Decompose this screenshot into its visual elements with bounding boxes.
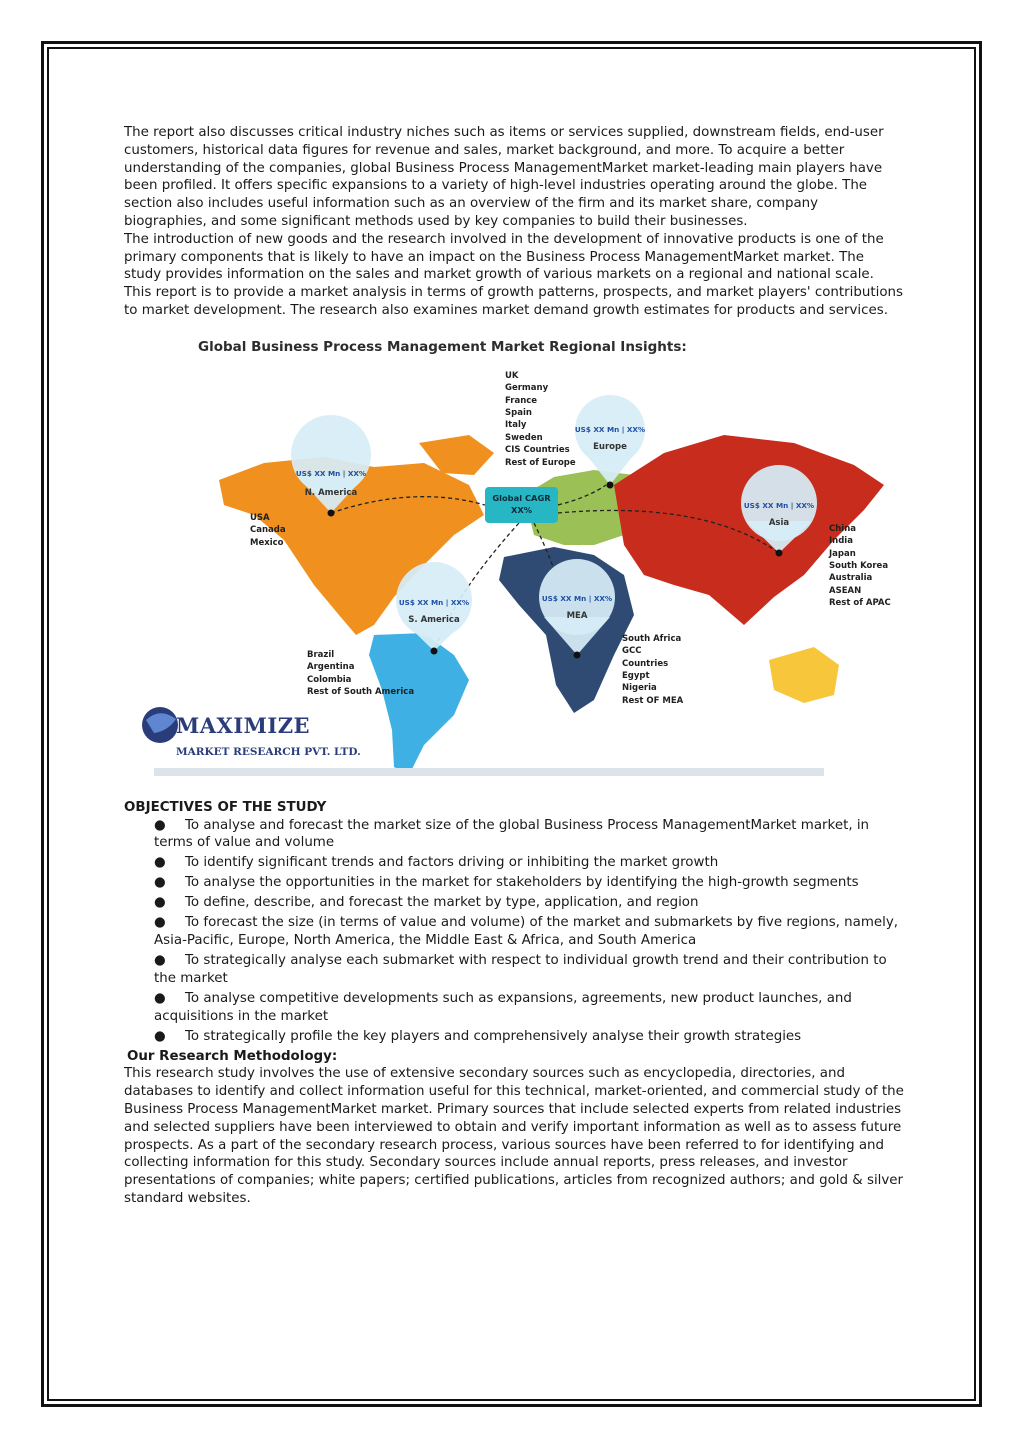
list-item: Sweden (505, 432, 543, 443)
methodology-body: This research study involves the use of extensive secondary sources such as encyclopedia, directories, and databases to identify and collect information useful for this technical, market-oriented, and commercial study of the Business Process ManagementMarket market. Primary sources that include selected experts from related industries and selected suppliers have been interviewed to obtain and verify important information as well as to assess future prospects. As a part of the secondary research process, various sources have been referred to for identifying and collecting information for this study. Secondary sources include annual reports, press releases, and investor presentations of companies; white papers; certified publications, articles from recognized authors; and gold & silver standard websites. (124, 1066, 904, 1206)
list-item: ● To analyse the opportunities in the market for stakeholders by identifying the high-growth segments (154, 875, 859, 891)
intro-paragraph-2: The introduction of new goods and the research involved in the development of innovative products is one of the primary components that is likely to have an impact on the Business Process ManagementMarket market. The study provides information on the sales and market growth of various markets on a regional and national scale. This report is to provide a market analysis in terms of growth patterns, prospects, and market players' contributions to market development. The research also examines market demand growth estimates for products and services. (124, 231, 903, 318)
logo-subtitle: MARKET RESEARCH PVT. LTD. (176, 745, 361, 758)
bullet-icon: ● (154, 990, 166, 1006)
list-item: Italy (505, 420, 527, 431)
list-item: CIS Countries (505, 445, 570, 456)
list-item: ● To identify significant trends and factors driving or inhibiting the market growth (154, 855, 719, 871)
methodology-heading: Our Research Methodology: (127, 1048, 338, 1064)
pin-value-asia: US$ XX Mn | XX% (743, 500, 815, 510)
south-america-country-list (307, 649, 414, 699)
figure-title: Global Business Process Management Market Regional Insights: (198, 338, 687, 355)
list-item: Germany (505, 383, 549, 394)
list-item: Rest of Europe (505, 457, 576, 468)
list-item: USA (250, 512, 270, 523)
figure-bottom-strip (154, 768, 824, 776)
list-item: Spain (505, 407, 532, 418)
list-item: Nigeria (622, 683, 657, 694)
list-item: ● To analyse competitive developments such as expansions, agreements, new product launches, and acquisitions in the market (154, 990, 852, 1024)
list-item: ● To define, describe, and forecast the market by type, application, and region (154, 895, 699, 911)
global-cagr-label: Global CAGR (492, 492, 551, 503)
bullet-icon: ● (154, 817, 166, 833)
intro-paragraph-1: The report also discusses critical industry niches such as items or services supplied, downstream fields, end-user customers, historical data figures for revenue and sales, market background, and more. To acquire a better understanding of the companies, global Business Process ManagementMarket market-leading main players have been profiled. It offers specific expansions to a variety of high-level industries operating around the globe. The section also includes useful information such as an overview of the firm and its market share, company biographies, and some significant methods used by key companies to build their businesses. (124, 125, 884, 229)
company-logo (134, 707, 394, 767)
regional-insights-figure (124, 335, 904, 795)
pin-value-north-america: US$ XX Mn | XX% (295, 468, 367, 478)
europe-country-list (505, 370, 576, 469)
list-item: South Africa (622, 633, 682, 644)
list-item: Colombia (307, 674, 352, 685)
bullet-icon: ● (154, 895, 166, 911)
list-item: China (829, 523, 856, 534)
pin-name-south-america: S. America (408, 614, 460, 625)
bullet-icon: ● (154, 915, 166, 931)
bullet-icon: ● (154, 953, 166, 969)
list-item: Rest OF MEA (622, 695, 684, 706)
objectives-list (124, 817, 904, 1046)
objectives-heading: OBJECTIVES OF THE STUDY (124, 799, 327, 815)
list-item: Rest of South America (307, 686, 415, 697)
list-item: ● To strategically profile the key players and comprehensively analyse their growth strategies (154, 1028, 802, 1044)
pin-value-south-america: US$ XX Mn | XX% (398, 597, 470, 607)
asia-country-list (829, 523, 891, 610)
pin-value-mea: US$ XX Mn | XX% (541, 593, 613, 603)
list-item: Brazil (307, 649, 335, 660)
list-item: Australia (829, 573, 873, 584)
list-item: Rest of APAC (829, 598, 891, 609)
pin-name-europe: Europe (593, 441, 627, 452)
list-item: ● To strategically analyse each submarket with respect to individual growth trend and their contribution to the market (154, 953, 887, 986)
north-america-country-list (250, 512, 286, 549)
list-item: South Korea (829, 560, 889, 571)
pin-name-mea: MEA (566, 610, 588, 621)
list-item: ASEAN (829, 585, 862, 596)
pin-name-north-america: N. America (304, 487, 358, 498)
list-item: UK (505, 370, 519, 381)
list-item: GCC (622, 646, 642, 657)
list-item: ● To analyse and forecast the market size of the global Business Process ManagementMarket market, in terms of value and volume (154, 817, 870, 851)
pin-name-asia: Asia (768, 517, 790, 528)
list-item: Mexico (250, 537, 284, 548)
australia-shape (769, 647, 839, 703)
list-item: Egypt (622, 670, 650, 681)
bullet-icon: ● (154, 855, 166, 871)
list-item: India (829, 536, 853, 547)
mea-country-list (622, 633, 683, 707)
global-cagr-box (485, 487, 558, 523)
logo-name: MAXIMIZE (176, 712, 311, 738)
global-cagr-value: XX% (510, 504, 533, 515)
list-item: Canada (250, 525, 286, 536)
document-content (124, 124, 904, 1208)
bullet-icon: ● (154, 1028, 166, 1044)
list-item: Countries (622, 658, 669, 669)
list-item: Japan (829, 548, 856, 559)
bullet-icon: ● (154, 875, 166, 891)
pin-value-europe: US$ XX Mn | XX% (574, 424, 646, 434)
list-item: Argentina (307, 662, 355, 673)
list-item: ● To forecast the size (in terms of value and volume) of the market and submarkets by five regions, namely, Asia-Pacific, Europe, North America, the Middle East & Africa, and South America (154, 915, 899, 949)
list-item: France (505, 395, 538, 406)
